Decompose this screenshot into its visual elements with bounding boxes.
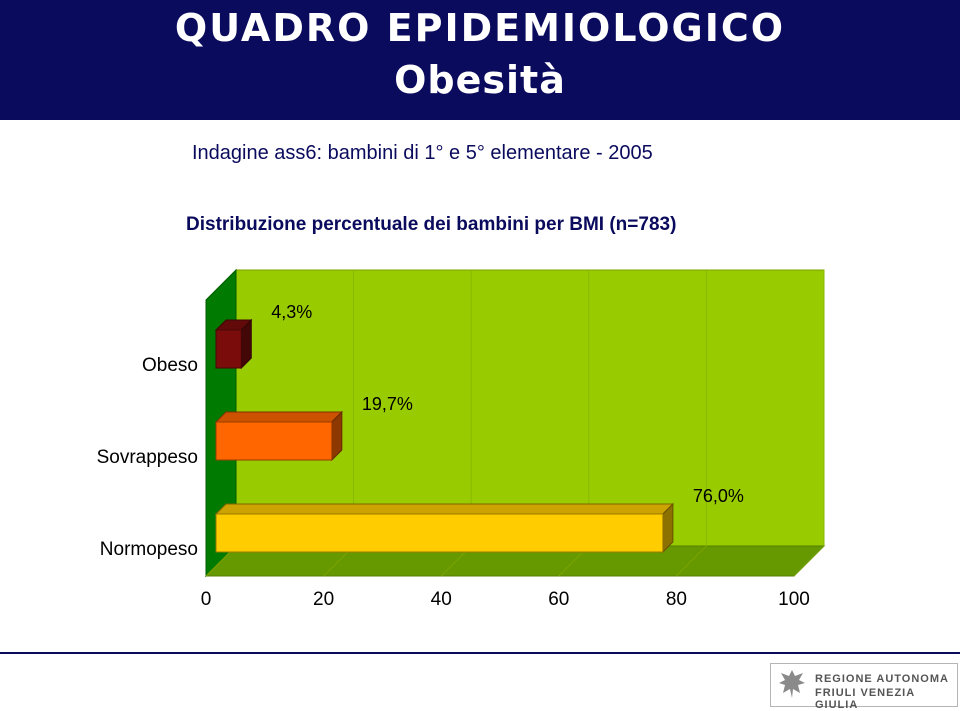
x-tick-label: 60 <box>548 589 570 610</box>
logo-text-region: REGIONE AUTONOMA <box>815 673 949 685</box>
bar-normopeso <box>216 514 663 552</box>
x-tick-label: 0 <box>200 589 212 610</box>
data-label: 76,0% <box>692 486 744 506</box>
bar-sovrappeso <box>216 422 332 460</box>
category-label: Normopeso <box>99 539 198 560</box>
survey-subtitle: Indagine ass6: bambini di 1° e 5° elementare - 2005 <box>192 142 653 164</box>
chart-title: Distribuzione percentuale dei bambini per BMI (n=783) <box>186 214 677 235</box>
category-label: Obeso <box>142 355 198 376</box>
data-label: 19,7% <box>361 394 413 414</box>
data-label: 4,3% <box>271 302 313 322</box>
logo-text-name: FRIULI VENEZIA GIULIA <box>815 687 915 711</box>
bar-obeso <box>216 330 241 368</box>
x-tick-label: 100 <box>778 589 810 610</box>
x-tick-label: 80 <box>665 589 687 610</box>
bar-top-normopeso <box>216 504 673 514</box>
category-label: Sovrappeso <box>96 447 198 468</box>
bar-top-sovrappeso <box>216 412 342 422</box>
page-subject: Obesità <box>394 58 566 102</box>
footer-divider <box>0 652 960 654</box>
x-tick-label: 20 <box>313 589 335 610</box>
page-title: QUADRO EPIDEMIOLOGICO <box>174 6 786 50</box>
region-logo <box>770 663 958 711</box>
x-tick-label: 40 <box>430 589 452 610</box>
eagle-icon <box>777 667 807 701</box>
